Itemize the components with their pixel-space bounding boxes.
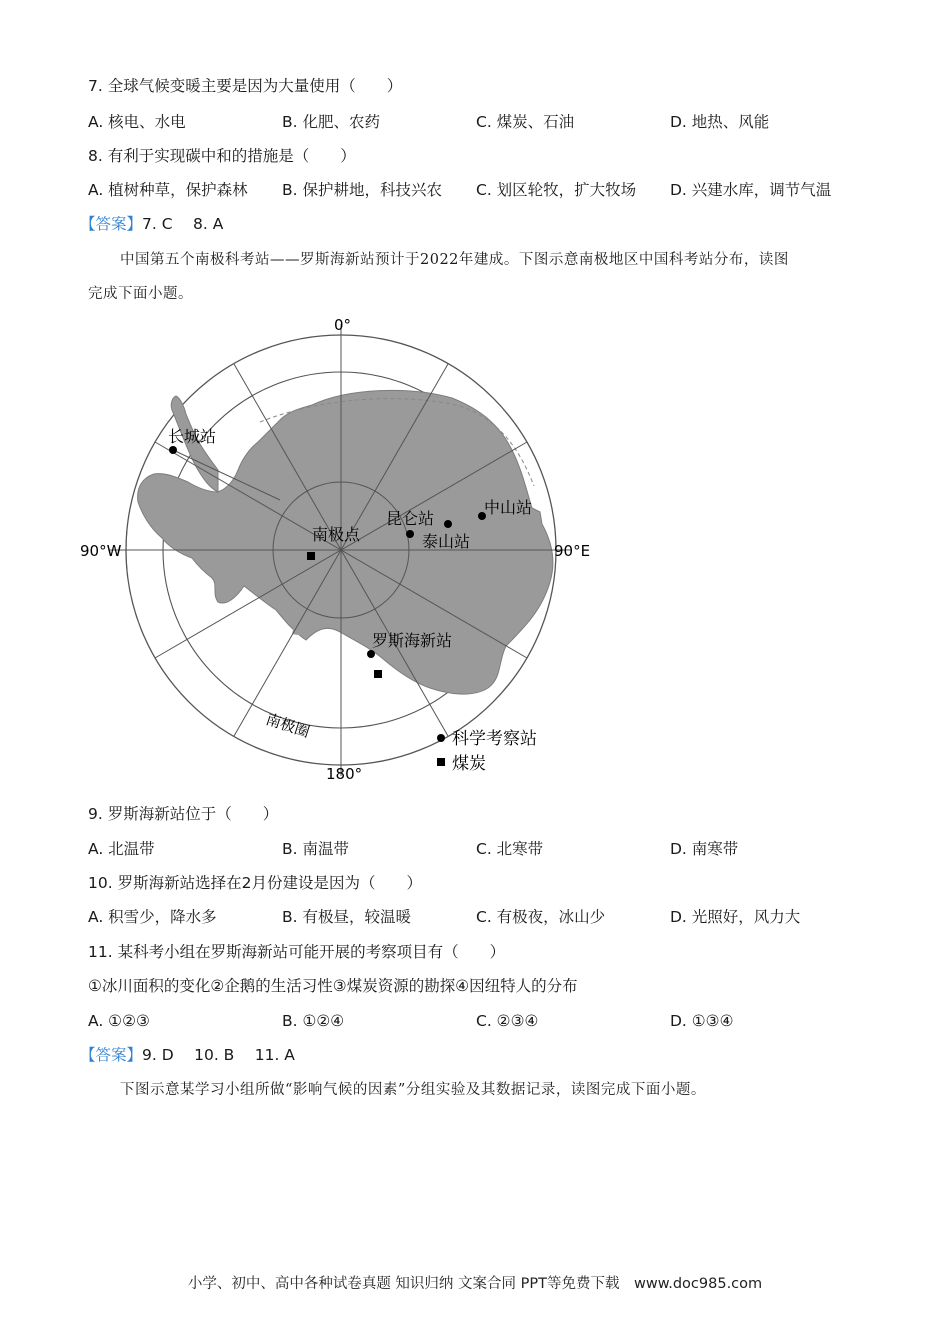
station-label-kunlun: 昆仑站	[386, 509, 435, 528]
station-label-south-pole: 南极点	[312, 525, 361, 544]
answer-text: 7. C 8. A	[142, 215, 224, 233]
q7-stem: 7. 全球气候变暖主要是因为大量使用（ ）	[88, 77, 403, 95]
station-label-taishan: 泰山站	[422, 532, 471, 551]
q7-option-a: A. 核电、水电	[88, 113, 186, 131]
q8-option-d: D. 兴建水库，调节气温	[670, 181, 832, 199]
q10-stem: 10. 罗斯海新站选择在2月份建设是因为（ ）	[88, 874, 422, 892]
meridian-lines	[110, 324, 572, 776]
coal-marker-ross	[374, 670, 382, 678]
q10-option-d: D. 光照好，风力大	[670, 908, 801, 926]
q8-option-c: C. 划区轮牧，扩大牧场	[476, 181, 637, 199]
lon-label-90w: 90°W	[80, 542, 122, 560]
answer-line-1	[80, 214, 223, 234]
station-marker-ross-sea	[367, 650, 375, 658]
q9-option-a: A. 北温带	[88, 840, 155, 858]
q11-option-a: A. ①②③	[88, 1012, 150, 1030]
q11-option-b: B. ①②④	[282, 1012, 345, 1030]
lon-label-90e: 90°E	[554, 542, 591, 560]
station-marker-kunlun	[406, 530, 414, 538]
q9-option-b: B. 南温带	[282, 840, 349, 858]
coal-marker-west	[307, 552, 315, 560]
q8-stem: 8. 有利于实现碳中和的措施是（ ）	[88, 147, 356, 165]
q9-stem: 9. 罗斯海新站位于（ ）	[88, 805, 279, 823]
page-footer: 小学、初中、高中各种试卷真题 知识归纳 文案合同 PPT等免费下载 www.doc985.com	[187, 1276, 763, 1292]
q9-option-c: C. 北寒带	[476, 840, 544, 858]
q7-option-c: C. 煤炭、石油	[476, 113, 575, 131]
intro2-paragraph: 下图示意某学习小组所做“影响气候的因素”分组实验及其数据记录，读图完成下面小题。	[120, 1082, 706, 1098]
legend-station-label: 科学考察站	[452, 729, 537, 749]
q10-option-b: B. 有极昼，较温暖	[282, 908, 411, 926]
q8-option-a: A. 植树种草，保护森林	[88, 181, 248, 199]
legend-coal-marker	[437, 758, 445, 766]
q11-items: ①冰川面积的变化②企鹅的生活习性③煤炭资源的勘探④因纽特人的分布	[88, 977, 578, 995]
intro-paragraph-line-1: 中国第五个南极科考站——罗斯海新站预计于2022年建成。下图示意南极地区中国科考站分布，读图	[120, 252, 789, 268]
q7-option-d: D. 地热、风能	[670, 113, 770, 131]
lon-label-180: 180°	[326, 765, 363, 783]
q10-option-a: A. 积雪少，降水多	[88, 908, 217, 926]
station-marker-taishan	[444, 520, 452, 528]
station-label-changcheng: 长城站	[168, 427, 217, 446]
legend-coal-label: 煤炭	[452, 754, 486, 774]
station-label-zhongshan: 中山站	[484, 498, 533, 517]
answer-tag: 【答案】	[80, 215, 143, 233]
antarctica-map	[80, 310, 610, 785]
q11-option-d: D. ①③④	[670, 1012, 734, 1030]
antarctica-map-svg	[80, 310, 610, 785]
lon-label-0: 0°	[334, 316, 352, 334]
q11-option-c: C. ②③④	[476, 1012, 539, 1030]
answer-line-2	[80, 1045, 295, 1065]
q9-option-d: D. 南寒带	[670, 840, 739, 858]
q8-option-b: B. 保护耕地，科技兴农	[282, 181, 442, 199]
q11-stem: 11. 某科考小组在罗斯海新站可能开展的考察项目有（ ）	[88, 943, 506, 961]
station-marker-changcheng	[169, 446, 177, 454]
antarctic-circle-label: 南极圈	[263, 710, 312, 742]
q7-option-b: B. 化肥、农药	[282, 113, 380, 131]
q10-option-c: C. 有极夜，冰山少	[476, 908, 606, 926]
station-label-ross-sea: 罗斯海新站	[372, 631, 453, 650]
answer-tag: 【答案】	[80, 1046, 143, 1064]
answer-text: 9. D 10. B 11. A	[142, 1046, 295, 1064]
intro-paragraph-line-2: 完成下面小题。	[88, 286, 193, 302]
legend-station-marker	[437, 734, 445, 742]
